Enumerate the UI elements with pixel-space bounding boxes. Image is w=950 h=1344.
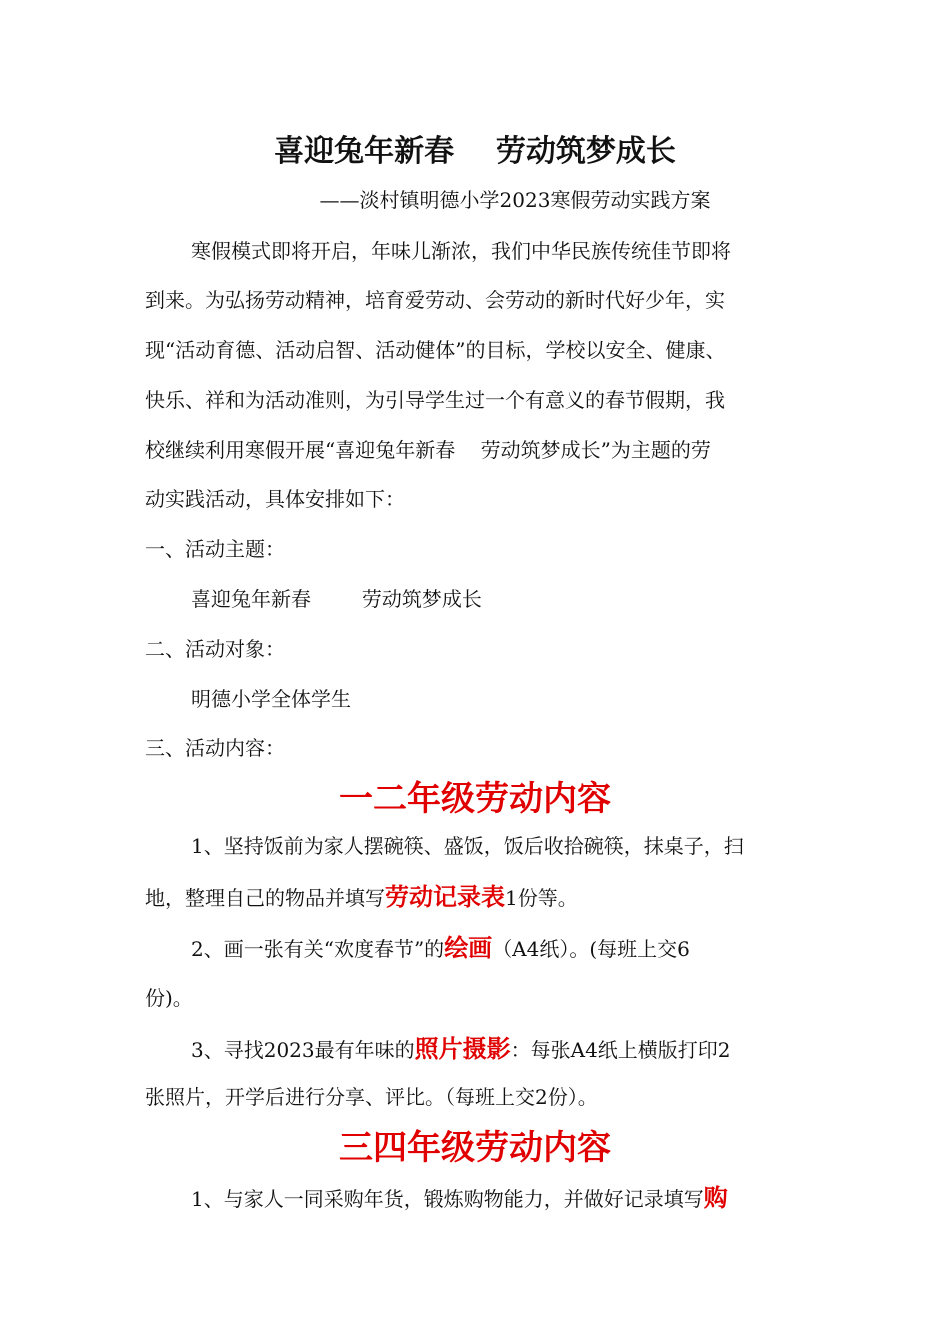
painting-highlight: 绘画 (444, 933, 493, 962)
grade34-item1-text-a: 1、与家人一同采购年货，锻炼购物能力，并做好记录填写 (191, 1187, 704, 1211)
grade12-heading: 一二年级劳动内容 (339, 779, 611, 819)
target-heading: 二、活动对象： (145, 637, 285, 661)
grade12-item3-line1 (191, 1034, 856, 1065)
grade12-item1-line2 (145, 882, 810, 913)
photo-highlight: 照片摄影 (414, 1034, 511, 1063)
target-value: 明德小学全体学生 (191, 687, 351, 711)
grade12-item2-line2: 份)。 (145, 986, 193, 1010)
document-title: 喜迎兔年新春 劳动筑梦成长 (274, 134, 676, 169)
content-heading: 三、活动内容： (145, 736, 285, 760)
labor-record-highlight: 劳动记录表 (385, 882, 505, 911)
grade12-item2-line1 (191, 933, 856, 964)
grade12-item3-line2: 张照片，开学后进行分享、评比。（每班上交2份）。 (145, 1085, 598, 1109)
intro-line-1: 寒假模式即将开启，年味儿渐浓，我们中华民族传统佳节即将 (191, 239, 731, 263)
grade34-item1-line1 (191, 1183, 856, 1214)
intro-line-2: 到来。为弘扬劳动精神，培育爱劳动、会劳动的新时代好少年，实 (145, 288, 725, 312)
theme-value: 喜迎兔年新春 劳动筑梦成长 (191, 587, 482, 611)
grade12-item3-text-b: ：每张A4纸上横版打印2 (510, 1038, 731, 1062)
document-subtitle: ——淡村镇明德小学2023寒假劳动实践方案 (319, 188, 711, 212)
grade12-item2-text-a: 2、画一张有关“欢度春节”的 (191, 937, 445, 961)
intro-line-6: 动实践活动，具体安排如下： (145, 487, 405, 511)
theme-heading: 一、活动主题： (145, 537, 285, 561)
grade12-item1-text-b: 1份等。 (505, 886, 578, 910)
intro-line-3: 现“活动育德、活动启智、活动健体”的目标，学校以安全、健康、 (145, 338, 726, 362)
grade12-item3-text-a: 3、寻找2023最有年味的 (191, 1038, 415, 1062)
grade12-item1-text-a: 地，整理自己的物品并填写 (145, 886, 385, 910)
grade12-item1-line1: 1、坚持饭前为家人摆碗筷、盛饭，饭后收拾碗筷，抹桌子，扫 (191, 834, 744, 858)
intro-line-4: 快乐、祥和为活动准则，为引导学生过一个有意义的春节假期，我 (145, 388, 725, 412)
grade12-item2-text-b: （A4纸）。(每班上交6 (492, 937, 690, 961)
intro-line-5: 校继续利用寒假开展“喜迎兔年新春 劳动筑梦成长”为主题的劳 (145, 438, 711, 462)
shopping-highlight: 购 (703, 1183, 728, 1212)
grade34-heading: 三四年级劳动内容 (339, 1128, 611, 1168)
